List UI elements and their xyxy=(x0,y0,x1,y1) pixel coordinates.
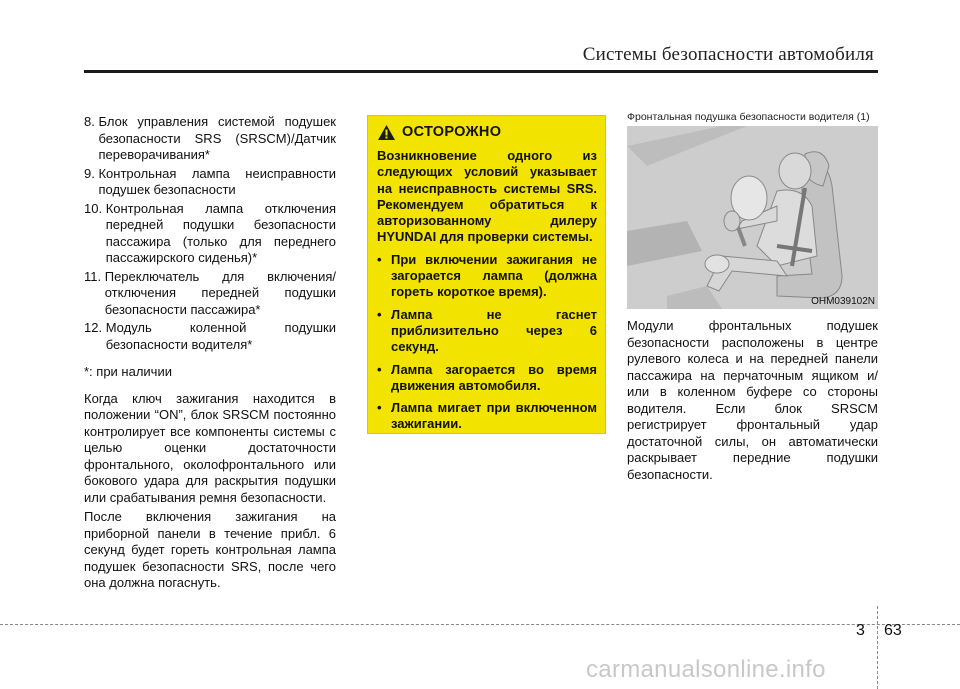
footer-rule xyxy=(0,624,960,625)
list-item xyxy=(84,166,336,199)
list-item-number: 8. xyxy=(84,114,99,129)
warning-title: ОСТОРОЖНО xyxy=(402,124,502,141)
list-item-text: Контрольная лампа неисправности подушек безопасности xyxy=(98,165,336,197)
figure xyxy=(627,126,878,309)
list-item-text: Модуль коленной подушки безопасности водителя* xyxy=(105,320,336,352)
list-item-number: 10. xyxy=(84,200,106,216)
warning-bullet-text: Лампа мигает при включенном зажигании. xyxy=(391,400,597,432)
page-divider xyxy=(877,606,878,689)
warning-bullet-text: При включении зажигания не загорается лампа (должна гореть короткое время). xyxy=(391,251,597,300)
right-column: Модули фронтальных подушек безопасности расположены в центре рулевого колеса и на передней панели пассажира на перчаточным ящиком и/или в коленном буфере со стороны водителя. Если блок SRSCM регистрирует фронтальный удар достаточной силы, он автоматически раскрывает передние подушки безопасности. xyxy=(627,318,878,482)
bullet-dot: • xyxy=(377,251,382,267)
watermark: carmanualsonline.info xyxy=(586,656,826,683)
left-column xyxy=(84,114,336,595)
list-item-number: 12. xyxy=(84,320,106,335)
warning-bullet xyxy=(377,307,597,356)
bullet-dot: • xyxy=(377,306,382,322)
warning-bullet xyxy=(377,400,597,433)
list-item-number: 11. xyxy=(84,268,105,284)
list-item xyxy=(84,269,336,319)
footnote: *: при наличии xyxy=(84,364,172,379)
chapter-number: 3 xyxy=(856,622,865,639)
list-item xyxy=(84,114,336,164)
list-item-text: Контрольная лампа отключения передней подушки безопасности пассажира (только для переднего пассажирского сиденья)* xyxy=(105,200,336,265)
warning-bullet xyxy=(377,362,597,395)
warning-bullet-text: Лампа не гаснет приблизительно через 6 секунд. xyxy=(391,306,597,355)
page-number: 63 xyxy=(884,622,902,639)
bullet-dot: • xyxy=(377,400,382,416)
header-rule xyxy=(84,70,878,73)
figure-caption: Фронтальная подушка безопасности водителя (1) xyxy=(627,111,870,123)
warning-box xyxy=(367,115,606,434)
header-title: Системы безопасности автомобиля xyxy=(582,44,874,65)
airbag-illustration-icon xyxy=(627,126,878,309)
body-paragraph: После включения зажигания на приборной панели в течение прибл. 6 секунд будет гореть контрольная лампа подушек безопасности SRS, после чего она должна погаснуть. xyxy=(84,509,336,590)
figure-code: OHM039102N xyxy=(811,296,875,307)
warning-triangle-icon xyxy=(377,124,396,141)
warning-bullet-text: Лампа загорается во время движения автомобиля. xyxy=(391,361,597,393)
list-item-text: Блок управления системой подушек безопасности SRS (SRSCM)/Датчик переворачивания* xyxy=(98,114,336,162)
warning-bullet xyxy=(377,252,597,301)
bullet-dot: • xyxy=(377,361,382,377)
warning-intro: Возникновение одного из следующих условий указывает на неисправность системы SRS. Рекомендуем обратиться к авторизованному дилеру HYUNDAI для проверки системы. xyxy=(377,148,597,245)
list-item-text: Переключатель для включения/отключения передней подушки безопасности пассажира* xyxy=(104,268,336,317)
list-item xyxy=(84,320,336,353)
list-item xyxy=(84,201,336,267)
body-paragraph: Когда ключ зажигания находится в положении “ON”, блок SRSCM постоянно контролирует все компоненты системы с целью оценки достаточности фронтального, околофронтального или бокового удара для раскрытия подушки или срабатывания ремня безопасности. xyxy=(84,390,336,505)
list-item-number: 9. xyxy=(84,165,99,181)
warning-header xyxy=(377,124,597,141)
